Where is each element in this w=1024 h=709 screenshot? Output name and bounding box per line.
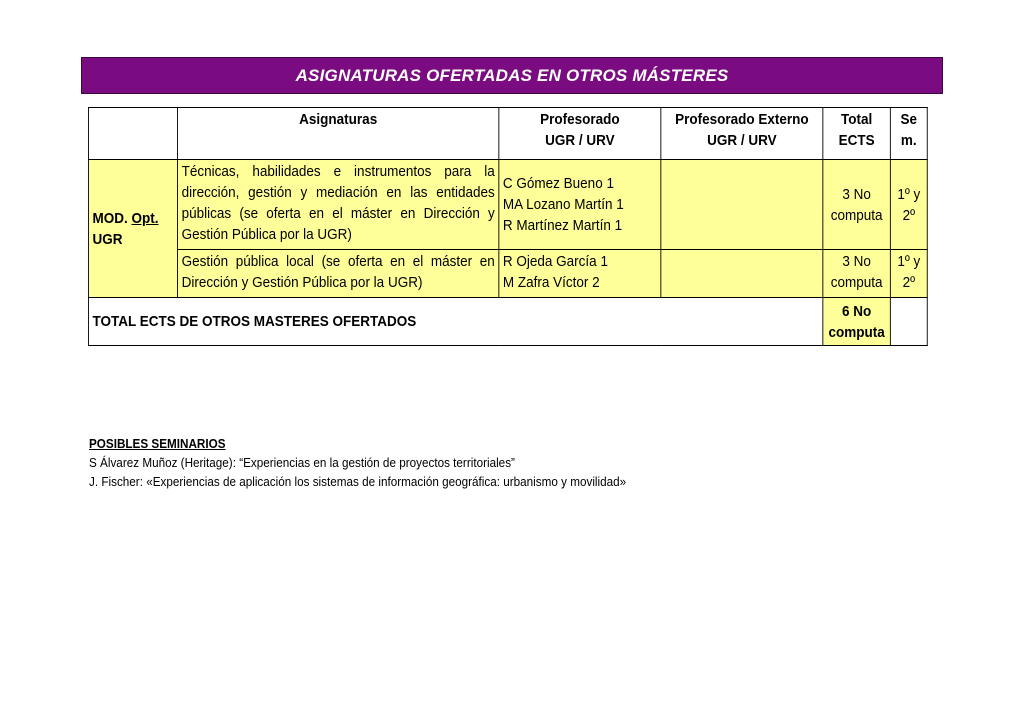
total-value-cell: 6 No computa bbox=[823, 298, 891, 346]
banner-title: ASIGNATURAS OFERTADAS EN OTROS MÁSTERES bbox=[295, 65, 729, 85]
professors-cell: C Gómez Bueno 1 MA Lozano Martín 1 R Martínez Martín 1 bbox=[499, 160, 661, 250]
subject-cell: Gestión pública local (se oferta en el máster en Dirección y Gestión Pública por la UGR) bbox=[178, 250, 499, 298]
ects-cell: 3 No computa bbox=[823, 160, 891, 250]
table-row bbox=[88, 160, 927, 250]
subjects-table bbox=[88, 107, 928, 346]
header-profesorado-externo: Profesorado Externo UGR / URV bbox=[661, 108, 823, 160]
external-professors-cell bbox=[661, 250, 823, 298]
ects-cell: 3 No computa bbox=[823, 250, 891, 298]
total-label-cell: TOTAL ECTS DE OTROS MASTERES OFERTADOS bbox=[88, 298, 822, 346]
table-header-row bbox=[88, 108, 927, 160]
total-row bbox=[88, 298, 927, 346]
seminars-title: POSIBLES SEMINARIOS bbox=[89, 436, 226, 451]
section-banner bbox=[81, 57, 943, 94]
module-cell: MOD. Opt. UGR bbox=[88, 160, 177, 298]
seminar-line: J. Fischer: «Experiencias de aplicación los sistemas de información geográfica: urbanismo y movilidad» bbox=[89, 474, 627, 489]
header-semestre: Se m. bbox=[890, 108, 927, 160]
seminar-line: S Álvarez Muñoz (Heritage): “Experiencias en la gestión de proyectos territoriales” bbox=[89, 455, 515, 470]
header-asignaturas: Asignaturas bbox=[178, 108, 499, 160]
semester-cell: 1º y 2º bbox=[890, 160, 927, 250]
header-profesorado: Profesorado UGR / URV bbox=[499, 108, 661, 160]
seminars-section bbox=[89, 434, 626, 491]
external-professors-cell bbox=[661, 160, 823, 250]
header-total-ects: Total ECTS bbox=[823, 108, 891, 160]
semester-cell: 1º y 2º bbox=[890, 250, 927, 298]
table-row bbox=[88, 250, 927, 298]
subject-cell: Técnicas, habilidades e instrumentos para la dirección, gestión y mediación en las entidades públicas (se oferta en el máster en Dirección y Gestión Pública por la UGR) bbox=[178, 160, 499, 250]
total-empty-cell bbox=[890, 298, 927, 346]
professors-cell: R Ojeda García 1 M Zafra Víctor 2 bbox=[499, 250, 661, 298]
header-empty-cell bbox=[88, 108, 177, 160]
